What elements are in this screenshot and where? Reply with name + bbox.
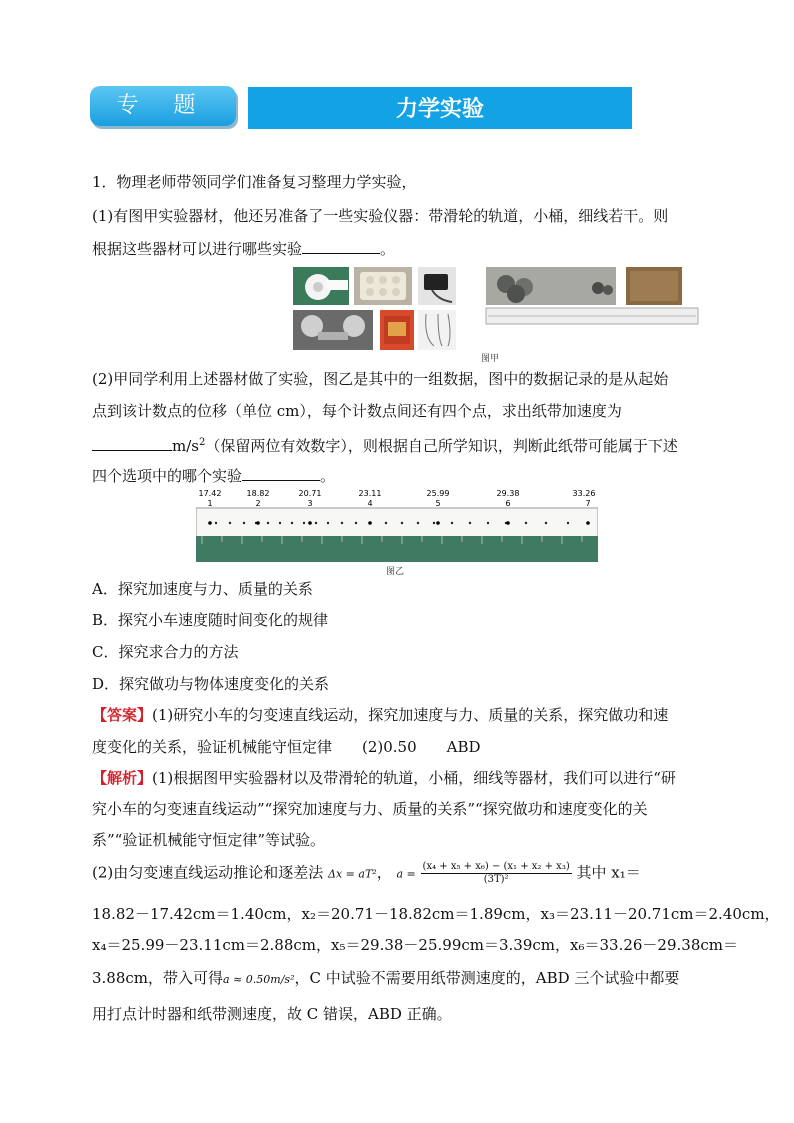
analysis-line2: 究小车的匀变速直线运动”“探究加速度与力、质量的关系”“探究做功和速度变化的关 (92, 800, 648, 818)
option-b: B．探究小车速度随时间变化的规律 (92, 611, 329, 629)
part2-end: 。 (320, 467, 336, 485)
tape-value-5: 25.99 (426, 489, 450, 498)
analysis-line4-pre: (2)由匀变速直线运动推论和逐差法 (92, 863, 324, 882)
svg-text:1: 1 (207, 499, 213, 508)
svg-text:5: 5 (435, 499, 441, 508)
unit-exponent: 2 (198, 437, 206, 448)
part1-line2 (92, 238, 395, 259)
part2-line3 (92, 433, 678, 456)
timer-photo (418, 267, 456, 305)
tape-value-6: 29.38 (496, 489, 520, 498)
formula-numerator: (x₄ + x₅ + x₆) − (x₁ + x₂ + x₃) (422, 861, 570, 872)
option-a: A．探究加速度与力、质量的关系 (92, 580, 313, 598)
formula-result: a ≈ 0.50m/s² (223, 973, 295, 986)
svg-text:3: 3 (307, 499, 313, 508)
analysis-label: 【解析】 (92, 769, 153, 787)
figure2-caption: 图乙 (386, 567, 405, 577)
analysis-line6: x₄＝25.99－23.11cm＝2.88cm，x₅＝29.38－25.99cm＝3.39cm，x₆＝33.26－29.38cm＝ (92, 936, 738, 954)
tape-value-4: 23.11 (358, 489, 382, 498)
part2-line4 (92, 465, 335, 486)
answer-blank-1 (302, 238, 380, 254)
part1-end: 。 (380, 240, 396, 258)
analysis-line5: 18.82－17.42cm＝1.40cm，x₂＝20.71－18.82cm＝1.89cm，x₃＝23.11－20.71cm＝2.40cm， (92, 905, 780, 923)
answer-line1 (92, 705, 668, 725)
accel-unit: m/s (172, 437, 199, 455)
page-title: 力学实验 (248, 87, 632, 129)
tape-value-1: 17.42 (198, 489, 222, 498)
svg-text:6: 6 (505, 499, 511, 508)
part2-line1: (2)甲同学利用上述器材做了实验，图乙是其中的一组数据，图中的数据记录的是从起始 (92, 370, 669, 388)
answer-line2: 度变化的关系，验证机械能守恒定律 (2)0.50 ABD (92, 738, 481, 756)
paper-tape-photo (293, 267, 349, 305)
figure1-caption: 图甲 (481, 354, 500, 364)
tape-value-2: 18.82 (246, 489, 270, 498)
string-loops-photo (418, 310, 456, 350)
question-intro: 1．物理老师带领同学们准备复习整理力学实验， (92, 173, 417, 191)
answer-label: 【答案】 (92, 706, 153, 724)
answer-blank-3 (242, 465, 320, 481)
weight-set-photo (380, 310, 414, 350)
part1-text: 根据这些器材可以进行哪些实验 (92, 240, 303, 258)
tape-value-7: 33.26 (572, 489, 596, 498)
figure-paper-tape (196, 486, 598, 564)
analysis-line1 (92, 768, 676, 788)
weights-box-photo (354, 267, 412, 305)
formula-a-fraction (421, 861, 572, 886)
answer-text-1: (1)研究小车的匀变速直线运动，探究加速度与力、质量的关系，探究做功和速 (152, 706, 669, 724)
part1-line1: (1)有图甲实验器材，他还另准备了一些实验仪器：带滑轮的轨道，小桶，细线若干。则 (92, 207, 669, 225)
option-d: D．探究做功与物体速度变化的关系 (92, 675, 330, 693)
analysis-line8: 用打点计时器和纸带测速度，故 C 错误，ABD 正确。 (92, 1005, 452, 1023)
part2-line4-text: 四个选项中的哪个实验 (92, 467, 243, 485)
analysis-line7-pre: 3.88cm，带入可得 (92, 969, 224, 987)
analysis-line7-post: ，C 中试验不需要用纸带测速度的，ABD 三个试验中都要 (294, 969, 680, 987)
option-c: C．探究求合力的方法 (92, 643, 239, 661)
figure-equipment (292, 266, 700, 350)
formula-a-lhs: a = (396, 867, 416, 881)
tape-value-3: 20.71 (298, 489, 322, 498)
analysis-line7 (92, 968, 679, 990)
analysis-text-1: (1)根据图甲实验器材以及带滑轮的轨道，小桶，细线等器材，我们可以进行“研 (152, 769, 676, 787)
wooden-block-photo (626, 267, 682, 305)
analysis-line3: 系”“验证机械能守恒定律”等试验。 (92, 831, 326, 849)
balance-photo (293, 310, 373, 350)
svg-text:2: 2 (255, 499, 261, 508)
analysis-line4: (2)由匀变速直线运动推论和逐差法 Δx = aT²， a = $\frac{\text{(x₄ + x₅ + x₆) − (x₁ + x₂ + x₃)}}{\text{(3T)²}}$ 其中 x₁＝ (92, 861, 641, 885)
formula-denominator: (3T)² (483, 874, 509, 885)
svg-text:4: 4 (367, 499, 373, 508)
formula-delta-x: Δx = aT² (328, 867, 377, 881)
answer-blank-2 (92, 435, 172, 451)
topic-tag: 专 题 十 (90, 86, 236, 126)
part2-line3-rest: （保留两位有效数字），则根据自己所学知识，判断此纸带可能属于下述 (205, 437, 678, 455)
part2-line2: 点到该计数点的位移（单位 cm），每个计数点间还有四个点，求出纸带加速度为 (92, 402, 622, 420)
analysis-line4-post: 其中 x₁＝ (576, 863, 641, 882)
svg-text:7: 7 (585, 499, 591, 508)
